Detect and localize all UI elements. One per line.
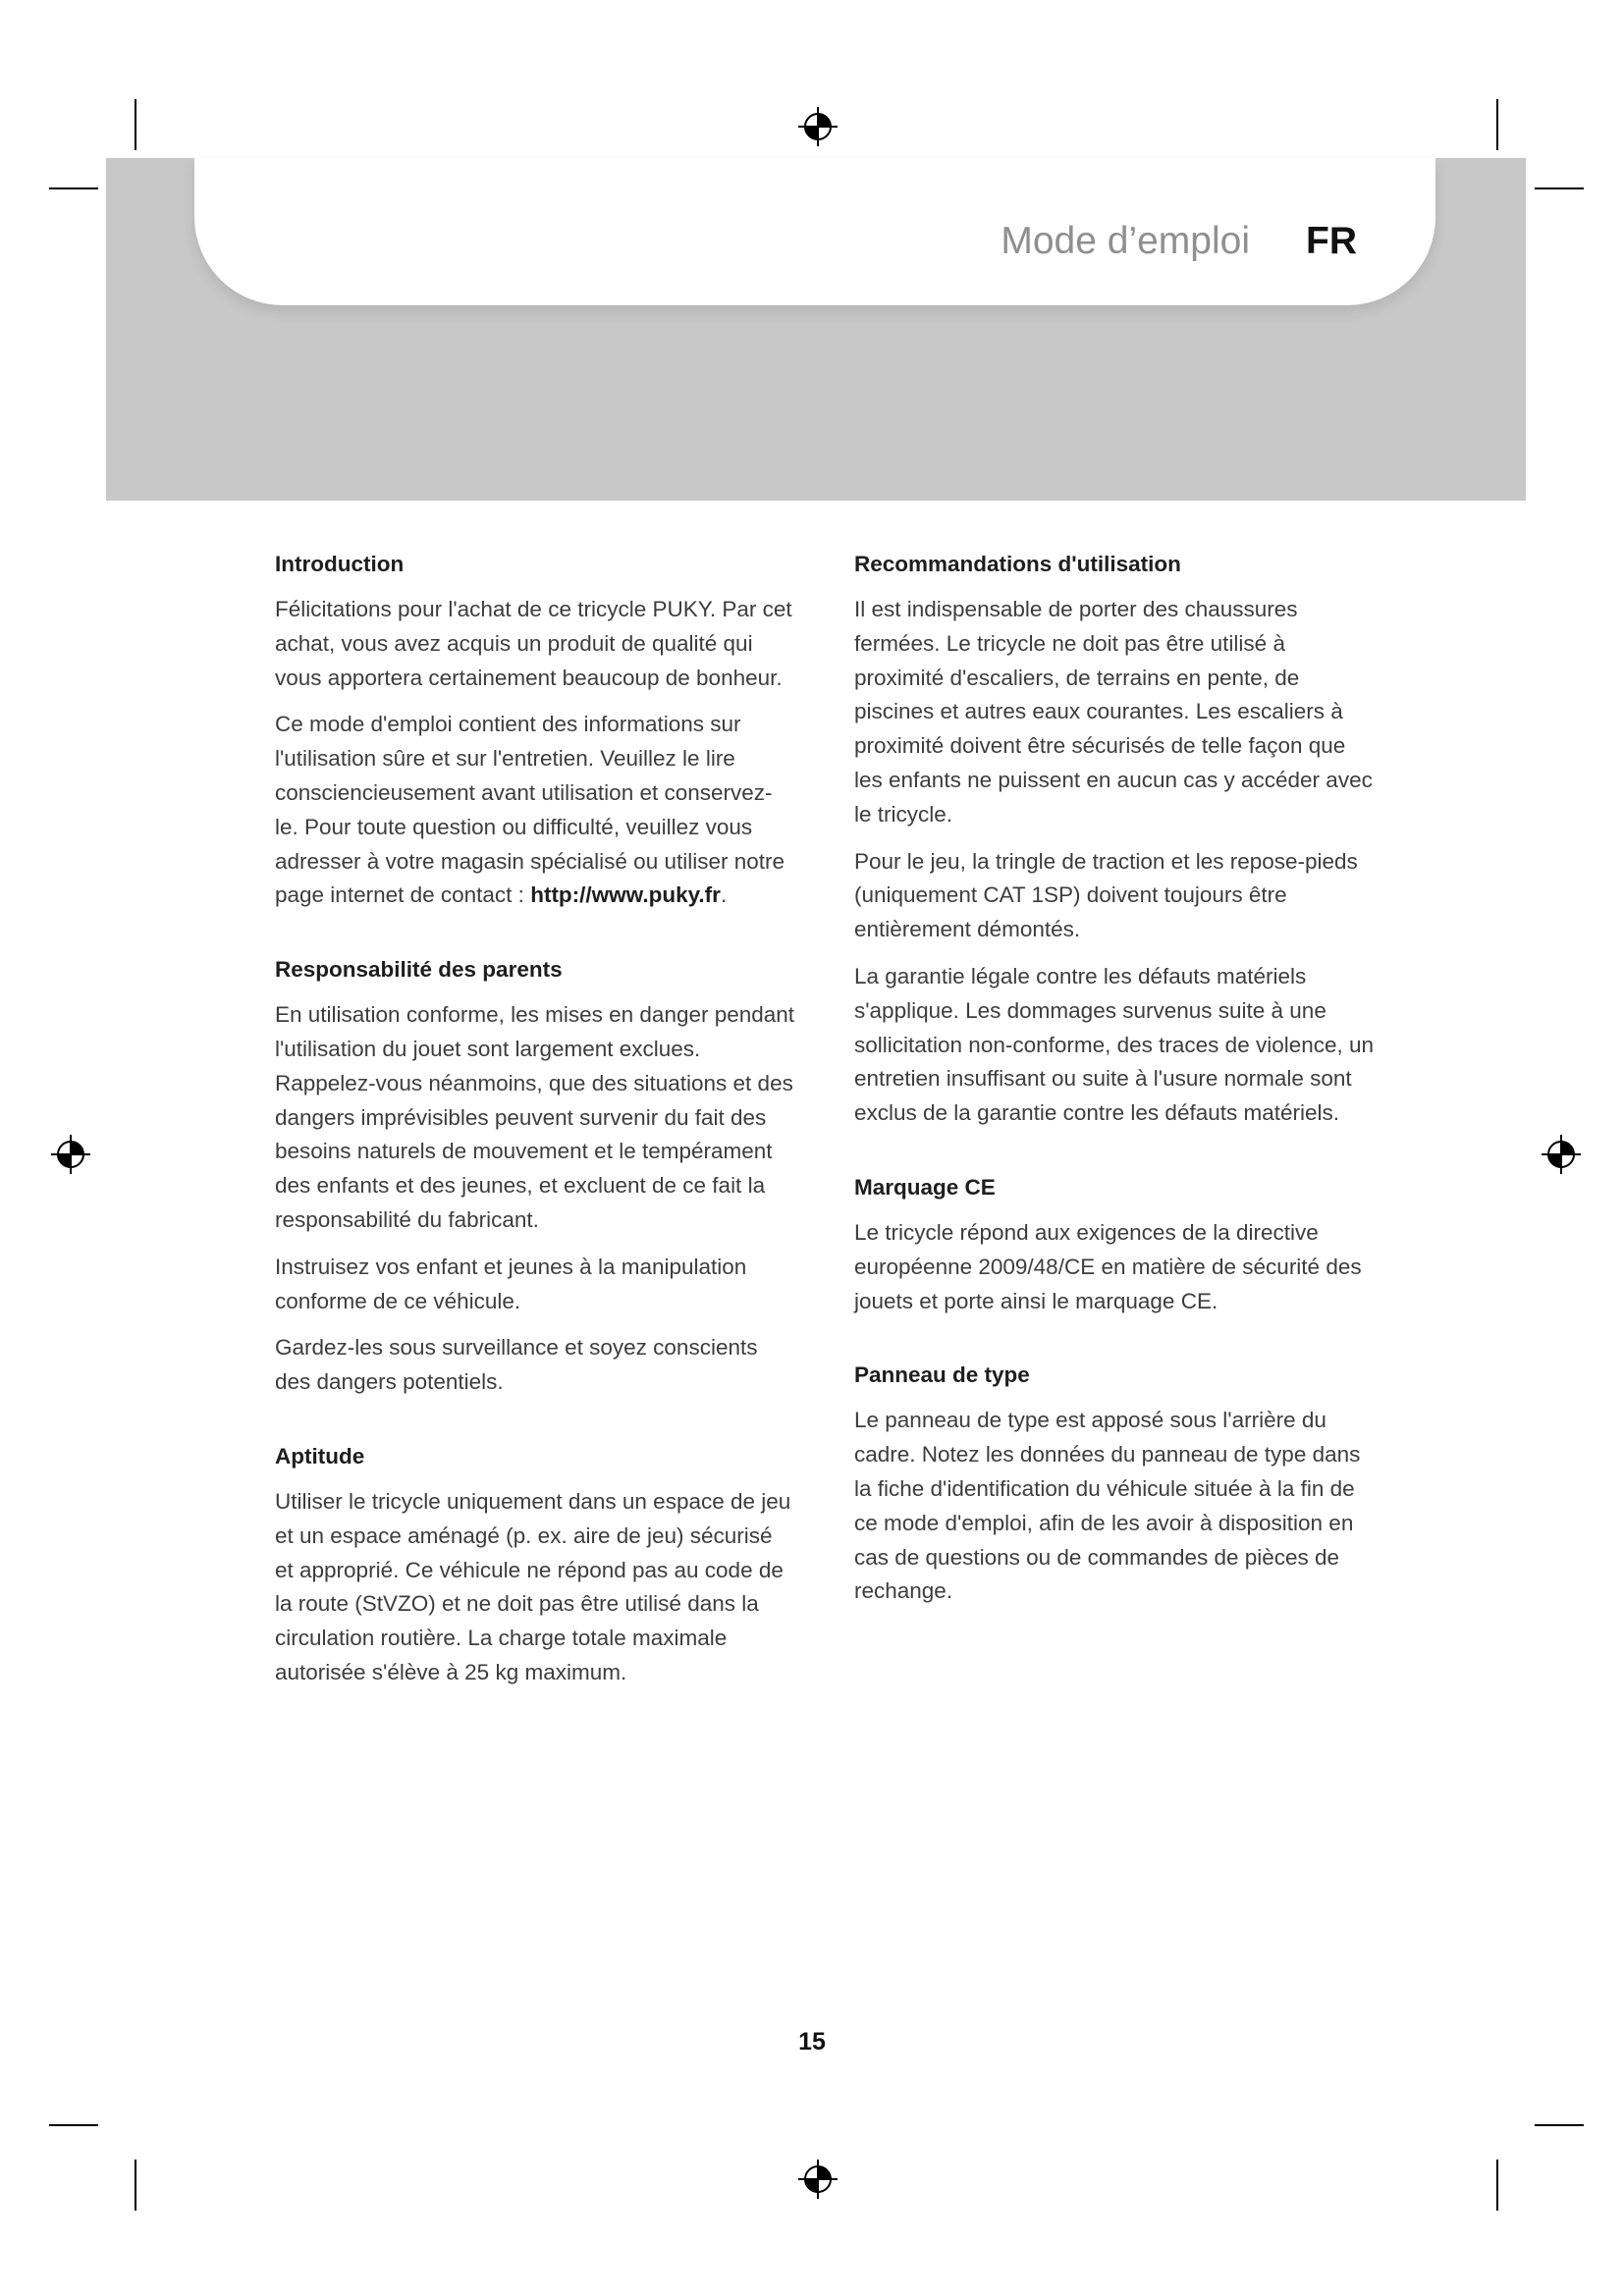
heading-recommandations: Recommandations d'utilisation (854, 552, 1181, 576)
left-column (275, 550, 795, 1703)
parents-paragraph-1: En utilisation conforme, les mises en danger pendant l'utilisation du jouet sont largement exclues. Rappelez-vous néanmoins, que des situations et des dangers imprévisibles peuvent survenir du fait des besoins naturels de mouvement et le tempérament des enfants et des jeunes, et excluent de ce fait la responsabilité du fabricant. (275, 1002, 795, 1232)
section-marquage-ce (854, 1173, 1375, 1318)
contact-link[interactable]: http://www.puky.fr (530, 882, 721, 908)
section-panneau-de-type (854, 1361, 1375, 1609)
right-column (854, 550, 1375, 1622)
crop-mark-bottom-right (1496, 2160, 1498, 2211)
crop-mark-top-left (135, 99, 136, 150)
page-number: 15 (798, 2028, 826, 2056)
registration-mark-left-icon (51, 1135, 90, 1174)
heading-introduction: Introduction (275, 552, 405, 576)
parents-paragraph-3: Gardez-les sous surveillance et soyez conscients des dangers potentiels. (275, 1335, 758, 1395)
marquage-paragraph-1: Le tricycle répond aux exigences de la directive européenne 2009/48/CE en matière de sécurité des jouets et porte ainsi le marquage CE. (854, 1219, 1362, 1313)
section-recommandations (854, 550, 1375, 1131)
crop-mark-top-left-h (49, 187, 98, 189)
crop-mark-bottom-left (135, 2160, 136, 2211)
recommandations-paragraph-1: Il est indispensable de porter des chaussures fermées. Le tricycle ne doit pas être utilisé à proximité d'escaliers, de terrains en pente, de piscines et autres eaux courantes. Les escaliers à proximité doivent être sécurisés de telle façon que les enfants ne puissent en aucun cas y accéder avec le tricycle. (854, 597, 1373, 827)
crop-mark-bottom-left-h (49, 2124, 98, 2126)
header-title: Mode d’emploi (1001, 220, 1250, 262)
section-gap (275, 926, 795, 955)
section-gap (275, 1413, 795, 1442)
recommandations-paragraph-2: Pour le jeu, la tringle de traction et les repose-pieds (uniquement CAT 1SP) doivent toujours être entièrement démontés. (854, 848, 1358, 942)
introduction-paragraph-2-text: Ce mode d'emploi contient des informations sur l'utilisation sûre et sur l'entretien. Veuillez le lire consciencieusement avant utilisation et conservez-le. Pour toute question ou difficulté, veuillez vous adresser à votre magasin spécialisé ou utiliser notre page internet de contact : (275, 712, 785, 908)
introduction-paragraph-2-end: . (720, 882, 728, 908)
parents-paragraph-2: Instruisez vos enfant et jeunes à la manipulation conforme de ce véhicule. (275, 1254, 747, 1313)
introduction-paragraph-1: Félicitations pour l'achat de ce tricycle PUKY. Par cet achat, vous avez acquis un produit de qualité qui vous apportera certainement beaucoup de bonheur. (275, 597, 792, 690)
crop-mark-top-right (1496, 99, 1498, 150)
crop-mark-bottom-right-h (1535, 2124, 1584, 2126)
aptitude-paragraph-1: Utiliser le tricycle uniquement dans un espace de jeu et un espace aménagé (p. ex. aire de jeu) sécurisé et approprié. Ce véhicule ne répond pas au code de la route (StVZO) et ne doit pas être utilisé dans la circulation routière. La charge totale maximale autorisée s'élève à 25 kg maximum. (275, 1488, 791, 1684)
recommandations-paragraph-3: La garantie légale contre les défauts matériels s'applique. Les dommages survenus suite à une sollicitation non-conforme, des traces de violence, un entretien insuffisant ou suite à l'usure normale sont exclus de la garantie contre les défauts matériels. (854, 963, 1375, 1126)
section-gap (854, 1331, 1375, 1361)
heading-parents: Responsabilité des parents (275, 957, 563, 983)
section-aptitude (275, 1442, 795, 1690)
registration-mark-right-icon (1542, 1135, 1581, 1174)
introduction-paragraph-2 (275, 708, 795, 913)
heading-marquage-ce: Marquage CE (854, 1174, 996, 1200)
registration-mark-bottom-icon (798, 2160, 838, 2199)
section-parents (275, 955, 795, 1400)
crop-mark-top-right-h (1535, 187, 1584, 189)
section-introduction (275, 550, 795, 913)
language-code: FR (1306, 220, 1357, 262)
panneau-paragraph-1: Le panneau de type est apposé sous l'arrière du cadre. Notez les données du panneau de type dans la fiche d'identification du véhicule située à la fin de ce mode d'emploi, afin de les avoir à disposition en cas de questions ou de commandes de pièces de rechange. (854, 1408, 1361, 1604)
heading-panneau-de-type: Panneau de type (854, 1362, 1030, 1388)
registration-mark-top-icon (798, 107, 838, 146)
heading-aptitude: Aptitude (275, 1443, 365, 1468)
section-gap (854, 1144, 1375, 1173)
